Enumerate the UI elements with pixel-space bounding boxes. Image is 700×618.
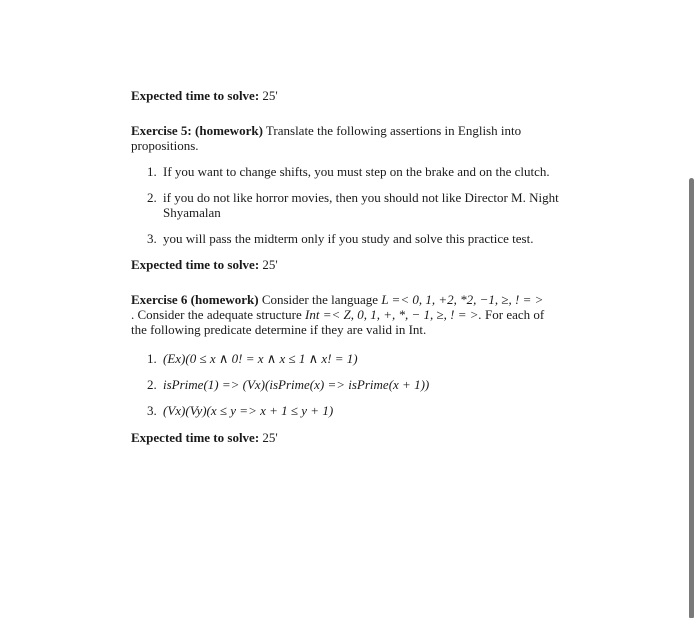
time-estimate-1: Expected time to solve: 25' [131,88,278,103]
list-item: 2. if you do not like horror movies, then you should not like Director M. Night [147,190,559,205]
list-item: 1. If you want to change shifts, you must step on the brake and on the clutch. [147,164,550,179]
exercise6-intro-cont2: the following predicate determine if they are valid in Int. [131,322,427,337]
exercise5-intro: Exercise 5: (homework) Translate the following assertions in English into [131,123,522,138]
list-item: 1. (Ex)(0 ≤ x ∧ 0! = x ∧ x ≤ 1 ∧ x! = 1) [147,351,358,366]
language-definition: L =< 0, 1, +2, *2, −1, ≥, ! = > [381,292,544,307]
list-item: 3. (Vx)(Vy)(x ≤ y => x + 1 ≤ y + 1) [147,403,334,418]
exercise6-intro-cont: . Consider the adequate structure Int =< Z, 0, 1, +, *, − 1, ≥, ! = >. For each of [131,307,545,322]
exercise6-title: Exercise 6 (homework) [131,292,259,307]
list-item: 2. isPrime(1) => (Vx)(isPrime(x) => isPrime(x + 1)) [147,377,430,392]
vertical-scrollbar[interactable] [689,178,694,618]
list-item: 3. you will pass the midterm only if you study and solve this practice test. [147,231,534,246]
exercise5-title: Exercise 5: (homework) [131,123,263,138]
exercise5-intro-cont: propositions. [131,138,199,153]
exercise6-intro: Exercise 6 (homework) Consider the language L =< 0, 1, +2, *2, −1, ≥, ! = > [131,292,544,307]
time-estimate-3: Expected time to solve: 25' [131,430,278,445]
structure-definition: Int =< Z, 0, 1, +, *, − 1, ≥, ! = >. [305,307,482,322]
list-item-cont: Shyamalan [163,205,221,220]
time-estimate-2: Expected time to solve: 25' [131,257,278,272]
